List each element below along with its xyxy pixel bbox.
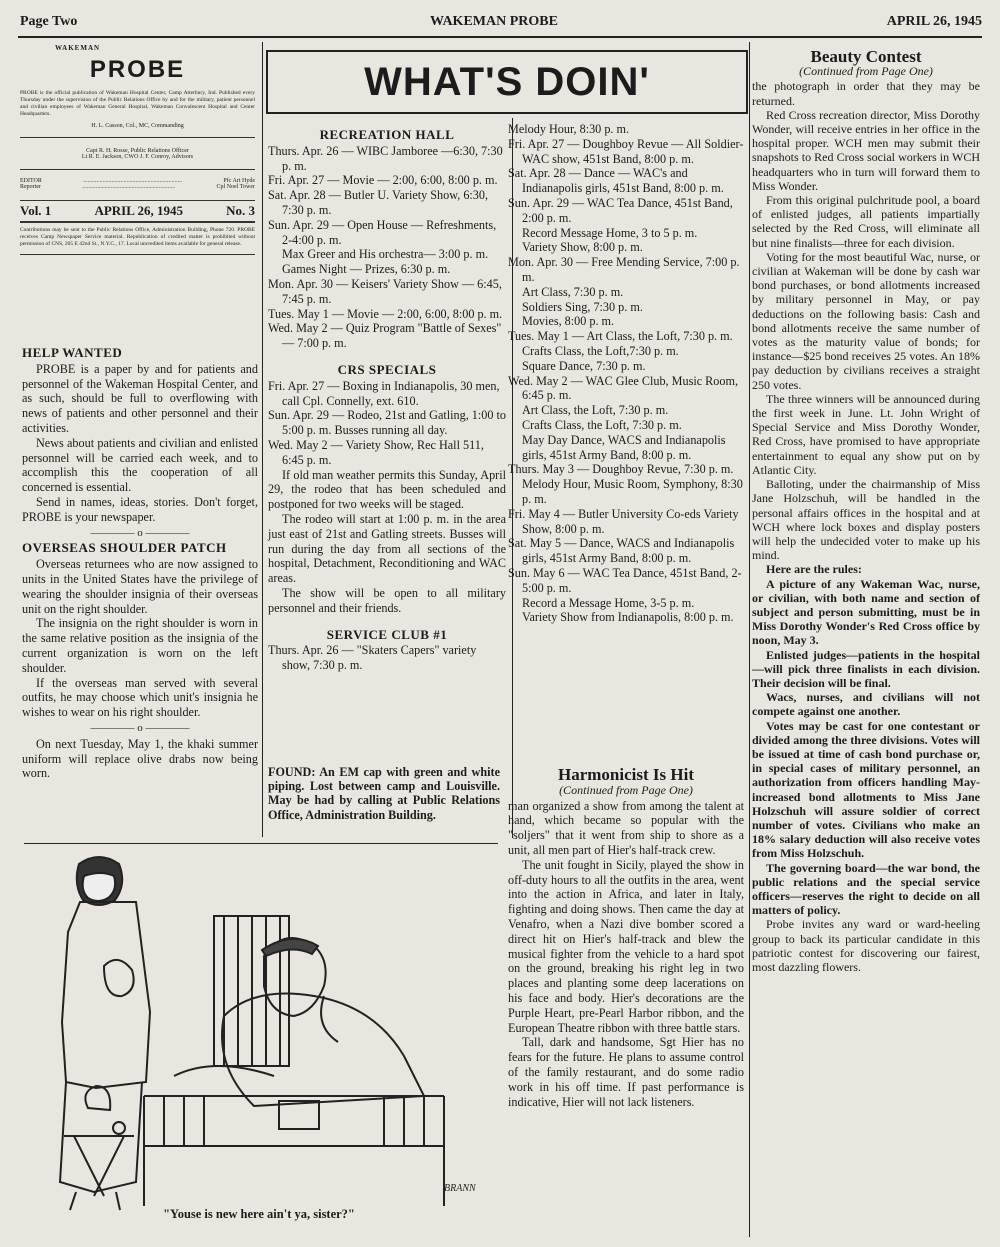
crs-list [268,379,506,468]
cartoon-caption: "Youse is new here ain't ya, sister?" [163,1207,355,1221]
event-item: Fri. Apr. 27 — Doughboy Revue — All Soldier-WAC show, 451st Band, 8:00 p. m. [508,136,744,166]
cartoon-illustration [24,846,494,1231]
event-item: Crafts Class, the Loft,7:30 p. m. [522,343,679,358]
event-item: Crafts Class, the Loft, 7:30 p. m. [522,417,682,432]
crs-title: CRS SPECIALS [337,361,437,377]
crs-item: Sun. Apr. 29 — Rodeo, 21st and Gatling, 1:00 to 5:00 p. m. Busses running all day. [268,408,506,438]
event-item: Sun. Apr. 29 — WAC Tea Dance, 451st Band, 2:00 p. m. [508,195,733,225]
event-item: May Day Dance, WACS and Indianapolis girls, 451st Army Band, 8:00 p. m. [522,432,726,462]
page-header [20,14,982,36]
event-item: Fri. May 4 — Butler University Co-eds Variety Show, 8:00 p. m. [508,506,739,536]
column-2: RECREATION HALL Thurs. Apr. 26 — WIBC Jamboree —6:30, 7:30 p. m. Fri. Apr. 27 — Movie — 2:00, 6:00, 8:00 p. m. Sat. Apr. 28 — Butler U. Variety Show, 6:30, 7:30 p. m. Sun. Apr. 29 — Open House — Refreshments, 2-4:00 p. m. Max Greer and His orchestra— 3:00 p. m. Games Night — Prizes, 6:30 p. m. Mon. Apr. 30 — Keisers' Variety Show — 6:45, 7:45 p. m. Tues. May 1 — Movie — 2:00, 6:00, 8:00 p. m. Wed. May 2 — Quiz Program "Battle of Sexes" — 7:00 p. m. CRS SPECIALS Fri. Apr. 27 — Boxing in Indianapolis, 30 men, call Cpl. Connelly, ext. 610. Sun. Apr. 29 — Rodeo, 21st and Gatling, 1:00 to 5:00 p. m. Busses running all day. Wed. May 2 — Variety Show, Rec Hall 511, 6:45 p. m. If old man weather permits this Sunday, April 29, the rodeo that has been scheduled and postponed for two weeks will be staged. The rodeo will start at 1:00 p. m. in the area just east of 21st and Gatling streets. Busses will run during the day from all sections of the hospital, Detachment, Reconditioning and WAC areas. The show will be open to all military personnel and their friends. SERVICE CLUB #1 Thurs. Apr. 26 — "Skaters Capers" variety show, 7:30 p. m. [268,127,506,673]
event-item: Movies, 8:00 p. m. [522,314,615,329]
whats-doin-banner: WHAT'S DOIN' [266,50,748,114]
beauty-article: Beauty Contest (Continued from Page One) the photograph in order that they may be returned. Red Cross recreation director, Miss Dorothy Wonder, will receive entries in her office in the hospital proper. WCH men may submit their snapshots to Red Cross social workers in WCH headquarters who in turn will forward them to Miss Wonder. From this original pulchritude pool, a board of enlisted judges, all patients impartially selected by the Red Cross, will eliminate all but nine finalists—three for each division. Voting for the most beautiful Wac, nurse, or civilian at Wakeman will be done by cash war bond purchases, or bond allotments increased by military personnel in May, or pay deductions on the following basis: Cash and bond allotments receive the same number of votes as the maturity value of bonds; for instance—$25 bond receives 25 votes. An 18% pay deduction by civilians receives a straight 250 votes. The three winners will be announced during the first week in June. Lt. John Wright of Special Service and Miss Dorothy Wonder, Red Cross, have promised to have appropriate entertainment to equal any show put on by Atlantic City. Balloting, under the chairmanship of Miss Jane Holzschuh, will be handled in the personal affairs offices in the hospital and at WCH where lock boxes and display posters will help the undecided voter to make up his mind. Here are the rules: A picture of any Wakeman Wac, nurse, or civilian, with both name and section of subject and person submitting, must be in Miss Dorothy Wonder's Red Cross office by noon, May 3. Enlisted judges—patients in the hospital—will pick three finalists in each division. Their decision will be final. Wacs, nurses, and civilians will not compete against one another. Votes may be cast for one contestant or divided among the three divisions. Votes will be issued at time of cash bond purchase or, in special cases of military personnel, an authorization from officers handling May-increased bond allotments to Miss Jane Holzschuh will assure soldier of correct number of votes. Civilians who make an 18% salary deduction will also receive votes from Miss Holzschuh. The governing board—the war bond, the public relations and the special service officers—reserves the right to decide on all matters of policy. Probe invites any ward or ward-heeling group to back its particular candidate in this patriotic contest for discovering our fairest, most dazzling flowers. [752,47,980,974]
overseas-title: OVERSEAS SHOULDER PATCH [22,540,227,556]
masthead-commanding: H. L. Casson, Col., MC, Commanding [91,123,184,129]
rec-hall-item: Thurs. Apr. 26 — WIBC Jamboree —6:30, 7:30 p. m. [268,143,503,173]
event-item: Art Class, the Loft, 7:30 p. m. [522,403,669,418]
event-item: Sat. May 5 — Dance, WACS and Indianapolis girls, 451st Army Band, 8:00 p. m. [508,536,735,566]
issue-date: APRIL 26, 1945 [886,14,982,29]
event-item: Sat. Apr. 28 — Dance — WAC's and Indianapolis girls, 451st Band, 8:00 p. m. [508,166,724,196]
rec-hall-item: Tues. May 1 — Movie — 2:00, 6:00, 8:00 p. m. [268,306,503,321]
crs-item: Fri. Apr. 27 — Boxing in Indianapolis, 30 men, call Cpl. Connelly, ext. 610. [268,378,500,408]
paper-name: WAKEMAN PROBE [430,14,558,29]
service-club-item: Thurs. Apr. 26 — "Skaters Capers" variety show, 7:30 p. m. [268,643,477,673]
found-notice: FOUND: An EM cap with green and white piping. Lost between camp and Louisville. May be had by calling at Public Relations Office, Administration Building. [268,765,500,822]
contrib-notice: Contributions may be sent to the Public Relations Office, Administration Building, Phone 720. PROBE receives Camp Newspaper Service material. Republication of credited matter is prohibited without permission of CNS, 205 E 42nd St., N.Y.C., 17. Local uncredited items available for general release. [20,227,255,247]
masthead-blurb: PROBE is the official publication of Wakeman Hospital Center, Camp Atterbury, Ind. Published every Thursday under the supervision of the Public Relations Office by and for the military, patient personnel and civilian employees of Wakeman General Hospital, Wakeman Convalescent Hospital and Center Headquarters. [20,90,255,117]
page-number: Page Two [20,14,78,29]
editor-line: EDITOR .................................................................. Pfc Art Hyde [20,178,255,184]
rec-hall-item: Max Greer and His orchestra— 3:00 p. m. [282,247,489,262]
harmonicist-title: Harmonicist Is Hit [558,765,694,784]
event-item: Soldiers Sing, 7:30 p. m. [522,299,643,314]
event-item: Melody Hour, Music Room, Symphony, 8:30 p. m. [522,477,743,506]
header-rule [18,36,982,38]
beauty-title: Beauty Contest [810,47,922,66]
event-item: Tues. May 1 — Art Class, the Loft, 7:30 p. m. [508,329,733,344]
masthead-title: PROBE [89,56,186,83]
event-item: Wed. May 2 — WAC Glee Club, Music Room, 6:45 p. m. [508,373,739,403]
volume-line: Vol. 1 APRIL 26, 1945 No. 3 [20,203,255,218]
masthead-advisors: Lt R. E. Jackson, CWO J. F. Conroy, Advisors [81,154,194,160]
rec-hall-item: Wed. May 2 — Quiz Program "Battle of Sexes" — 7:00 p. m. [268,321,502,351]
col3-list [508,122,744,625]
event-item: Sun. May 6 — WAC Tea Dance, 451st Band, 2-5:00 p. m. [508,565,742,595]
help-wanted-title: HELP WANTED [22,345,123,360]
event-item: Variety Show, 8:00 p. m. [522,240,643,255]
reporter-line: Reporter .............................................................. Cpl Noel Tower [20,184,255,190]
rec-hall-item: Sat. Apr. 28 — Butler U. Variety Show, 6:30, 7:30 p. m. [268,188,489,217]
crs-item: Wed. May 2 — Variety Show, Rec Hall 511, 6:45 p. m. [268,437,484,467]
rec-hall-list [268,144,506,351]
masthead-officer: Capt R. H. Rosse, Public Relations Officer [86,148,189,154]
column-rule [749,42,750,1237]
summer-uniform: On next Tuesday, May 1, the khaki summer uniform will replace olive drabs now being worn. [22,736,258,781]
cartoon-signature: BRANN [444,1183,476,1194]
event-item: Thurs. May 3 — Doughboy Revue, 7:30 p. m. [508,462,734,477]
column-1: HELP WANTED PROBE is a paper by and for patients and personnel of the Wakeman Hospital Center, and as such, should be full to overflowing with news of patients and other personnel and their activities. News about patients and civilian and enlisted personnel will be carried each week, and to accomplish this the cooperation of all concerned is essential. Send in names, ideas, stories. Don't forget, PROBE is your newspaper. ———— o ———— OVERSEAS SHOULDER PATCH Overseas returnees who are now assigned to units in the United States have the privilege of wearing the shoulder insignia of their overseas unit on the right shoulder. The insignia on the right shoulder is worn in the same relative position as the insignia of the current organization is worn on the left shoulder. If the overseas man served with several outfits, he may choose which unit's insignia he wishes to wear on his right shoulder. ———— o ———— On next Tuesday, May 1, the khaki summer uniform will replace olive drabs now being worn. [22,345,258,781]
event-item: Record a Message Home, 3-5 p. m. [522,595,695,610]
section-rule [24,843,498,844]
rec-hall-title: RECREATION HALL [319,127,455,142]
rec-hall-item: Games Night — Prizes, 6:30 p. m. [282,262,451,277]
event-item: Square Dance, 7:30 p. m. [522,358,646,373]
column-rule [262,42,263,837]
masthead [20,44,255,255]
event-item: Melody Hour, 8:30 p. m. [508,122,630,136]
rec-hall-item: Mon. Apr. 30 — Keisers' Variety Show — 6:45, 7:45 p. m. [268,276,502,306]
event-item: Record Message Home, 3 to 5 p. m. [522,225,698,240]
rec-hall-item: Fri. Apr. 27 — Movie — 2:00, 6:00, 8:00 p. m. [268,173,498,188]
masthead-small: WAKEMAN [54,44,101,52]
rec-hall-item: Sun. Apr. 29 — Open House — Refreshments, 2-4:00 p. m. [268,217,497,247]
event-item: Mon. Apr. 30 — Free Mending Service, 7:00 p. m. [508,255,740,284]
harmonicist-article: Harmonicist Is Hit (Continued from Page One) man organized a show from among the talent at hand, which became so popular with the "soljers" that it went from ship to shore as a unit, all men part of Hier's half-track crew. The unit fought in Sicily, played the show in off-duty hours to all the outfits in the area, went into the action in Africa, and later in Italy, fighting and doing shows. Then came the day at Venafro, when a Nazi dive bomber scored a direct hit on Hier's half-track and blew the musical fighter from the vehicle to a hard spot on the ground, breaking his right leg in two places and planting some deep lacerations on his face and body. Hier's decorations are the Purple Heart, pre-Pearl Harbor ribbon, and the European Theatre ribbon with three battle stars. Tall, dark and handsome, Sgt Hier has no fears for the future. He plans to assume control of the family restaurant, and do some radio work in his off time. If past performance is indicative, Hier will not lack listeners. [508,765,744,1109]
column-3 [508,122,744,625]
event-item: Variety Show from Indianapolis, 8:00 p. m. [522,610,734,625]
event-item: Art Class, 7:30 p. m. [522,284,624,299]
service-club-title: SERVICE CLUB #1 [326,626,448,642]
